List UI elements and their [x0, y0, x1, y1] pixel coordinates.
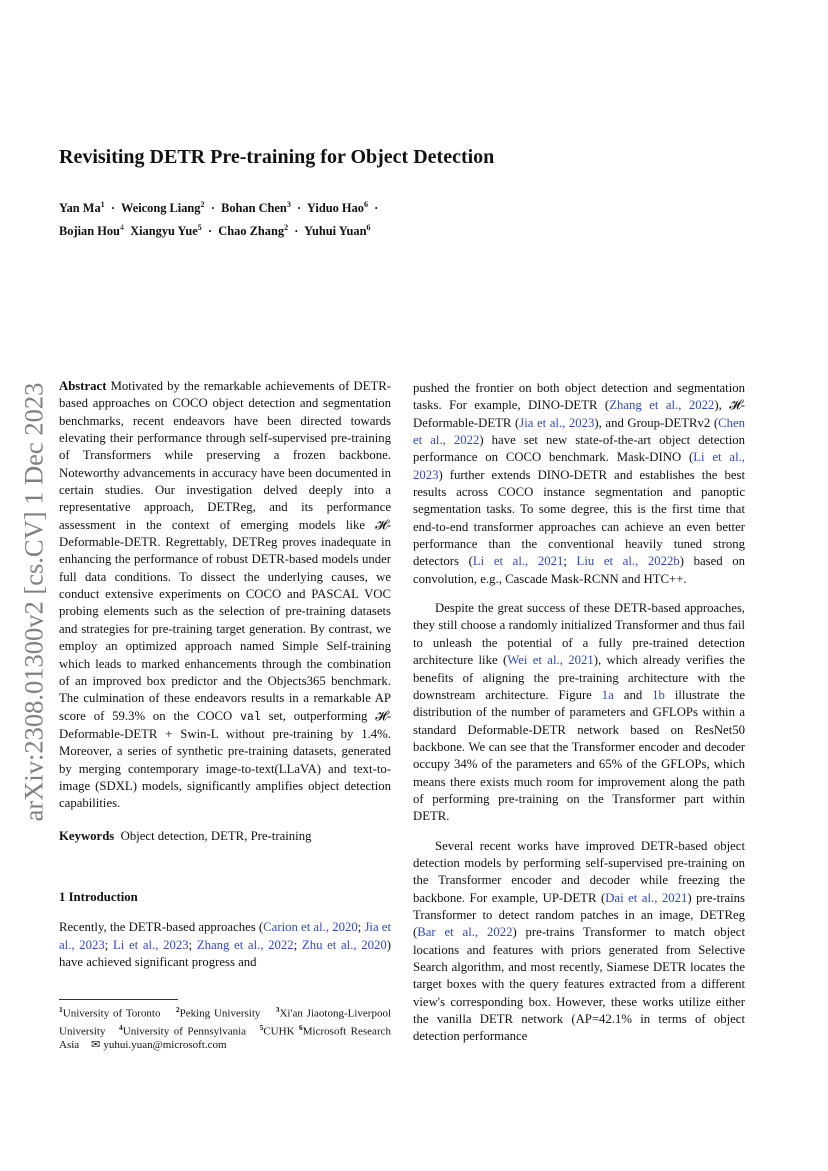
author-name: Bojian Hou: [59, 224, 120, 239]
author-separator: ·: [210, 201, 215, 216]
affiliation: CUHK: [263, 1025, 295, 1038]
body-text: ) have set new state-of-the-art object detection performance on COCO benchmark. Mask-DINO (: [413, 433, 745, 465]
footnote-rule: [59, 999, 178, 1000]
abstract-text: set, outperforming 𝓗-Deformable-DETR + Swin-L without pre-training by 1.4%. Moreover, a series of synthetic pre-training datasets, generated by merging contemporary image-to-text(LLaVA) and text-to-image (SDXL) models, significantly amplifies object detection capabilities.: [59, 708, 391, 811]
keywords: [59, 828, 391, 845]
author-affiliation-mark: 3: [286, 200, 291, 209]
author-name: Yuhui Yuan: [304, 224, 367, 239]
author-name: Chao Zhang: [218, 224, 285, 239]
author-list: [59, 195, 439, 241]
left-column: [59, 378, 391, 971]
author-line-1: [59, 195, 439, 218]
body-text: ), 𝓗-Deformable-DETR (: [413, 398, 745, 430]
body-text: Several recent works have improved DETR-based object detection models by performing self-supervised pre-training on the Transformer encoder and decoder while freezing the backbone. For example, UP-DETR (: [413, 838, 745, 905]
author-affiliation-mark: 6: [366, 223, 371, 233]
author-separator: ·: [110, 201, 115, 216]
figure-link[interactable]: 1a: [601, 687, 614, 702]
author-affiliation-mark: 6: [363, 200, 368, 209]
body-paragraph: [413, 838, 745, 1046]
author-affiliation-mark: 4: [119, 223, 124, 233]
citation-link[interactable]: Zhang et al., 2022: [609, 398, 715, 413]
abstract-code: val: [240, 710, 261, 724]
body-paragraph: [413, 600, 745, 825]
keywords-heading: Keywords: [59, 828, 115, 843]
body-text: ;: [357, 920, 365, 935]
body-text: ) pre-trains Transformer to match object locations and features with priors generated from Selective Search algorithm, and most recently, Siamese DETR locates the target boxes with the query features extracted from a different view's corresponding box. However, these works utilize either the vanilla DETR network (AP=42.1% in terms of object detection performance: [413, 925, 745, 1044]
body-text: ), which already verifies the benefits of aligning the pre-training architecture with the downstream architecture. Figure: [413, 653, 746, 702]
body-text: pushed the frontier on both object detection and segmentation tasks. For example, DINO-DETR (: [413, 381, 745, 413]
author-affiliation-mark: 2: [284, 223, 289, 233]
author-separator: ·: [207, 224, 213, 239]
body-text: ;: [293, 937, 302, 952]
abstract: [59, 378, 391, 813]
citation-link[interactable]: Jia et al., 2023: [519, 415, 595, 430]
envelope-icon: ✉: [91, 1038, 101, 1052]
body-text: ) have achieved significant progress and: [59, 937, 391, 969]
citation-link[interactable]: Zhang et al., 2022: [196, 937, 294, 952]
intro-paragraph: [59, 919, 391, 971]
affiliation: Peking University: [179, 1007, 261, 1020]
affiliation: University of Toronto: [62, 1007, 161, 1020]
body-text: ) further extends DINO-DETR and establishes the best results across COCO instance segmentation and panoptic segmentation tasks. To some degree, this is the first time that end-to-end transformer approaches can achieve an even better performance than the conventional heavily tuned strong detectors (: [413, 467, 745, 569]
citation-link[interactable]: Jia et al., 2023: [59, 920, 391, 952]
body-text: ;: [188, 937, 197, 952]
email-address[interactable]: yuhui.yuan@microsoft.com: [103, 1039, 227, 1052]
author-name: Yan Ma: [59, 201, 101, 216]
body-text: Despite the great success of these DETR-based approaches, they still choose a randomly initialized Transformer and thus fail to unleash the potential of a fully pre-trained detection architecture like (: [413, 601, 745, 668]
body-paragraph: [413, 380, 745, 588]
author-name: Weicong Liang: [120, 201, 201, 216]
affiliation-mark: 6: [299, 1022, 303, 1032]
citation-link[interactable]: Wei et al., 2021: [507, 653, 594, 668]
body-text: illustrate the distribution of the number of parameters and GFLOPs within a standard Deformable-DETR network based on ResNet50 backbone. We can see that the Transformer encoder and decoder occupy 34% of the parameters and 65% of the GFLOPs, which means there exists much room for improvement along the path of performing pre-training on the Transformer part within DETR.: [413, 687, 745, 824]
body-text: ), and Group-DETRv2 (: [594, 415, 719, 430]
body-text: ) based on convolution, e.g., Cascade Mask-RCNN and HTC++.: [413, 554, 746, 586]
citation-link[interactable]: Li et al., 2023: [112, 937, 189, 952]
right-column: [413, 380, 745, 1046]
body-text: Recently, the DETR-based approaches (: [59, 920, 264, 935]
body-text: ;: [104, 937, 113, 952]
affiliation: University of Pennsylvania: [122, 1025, 247, 1038]
author-affiliation-mark: 5: [197, 223, 202, 233]
affiliation-mark: 2: [175, 1005, 180, 1014]
body-text: ) pre-trains Transformer to detect random patches in an image, DETReg (: [413, 890, 745, 940]
citation-link[interactable]: Liu et al., 2022b: [576, 554, 680, 569]
keywords-text: Object detection, DETR, Pre-training: [120, 828, 312, 843]
author-separator: ·: [374, 201, 379, 216]
affiliation-mark: 3: [275, 1005, 280, 1014]
arxiv-identifier-text: arXiv:2308.01300v2 [cs.CV] 1 Dec 2023: [18, 382, 49, 822]
author-name: Bohan Chen: [221, 201, 287, 216]
author-line-2: [59, 218, 439, 241]
affiliation-mark: 5: [259, 1022, 264, 1032]
arxiv-identifier: [8, 362, 60, 842]
affiliation: Xi'an Jiaotong-Liverpool University: [59, 1007, 391, 1038]
citation-link[interactable]: Carion et al., 2020: [263, 920, 358, 935]
abstract-text: Motivated by the remarkable achievements of DETR-based approaches on COCO object detection and segmentation benchmarks, recent endeavors have been directed towards elevating their performance through self-supervised pre-training of Transformers while preserving a frozen backbone. Noteworthy advancements in accuracy have been documented in certain studies. Our investigation delved deeply into a representative approach, DETReg, and its performance assessment in the context of emerging models like 𝓗-Deformable-DETR. Regrettably, DETReg proves inadequate in enhancing the performance of robust DETR-based models under full data conditions. To dissect the underlying causes, we conduct extensive experiments on COCO and PASCAL VOC probing elements such as the selection of pre-training datasets and strategies for pre-training target generation. By contrast, we employ an optimized approach named Simple Self-training which leads to marked enhancements through the combination of an improved box predictor and the Objects365 benchmark. The culmination of these endeavors results in a remarkable AP score of 59.3% on the COCO: [59, 379, 391, 723]
section-heading: 1 Introduction: [59, 889, 138, 904]
affiliation-mark: 1: [59, 1005, 63, 1014]
author-separator: ·: [297, 201, 302, 216]
citation-link[interactable]: Zhu et al., 2020: [301, 937, 387, 952]
body-text: and: [613, 687, 653, 702]
citation-link[interactable]: Li et al., 2021: [472, 554, 564, 569]
author-affiliation-mark: 1: [100, 200, 105, 209]
abstract-heading: Abstract: [59, 379, 107, 393]
affiliations-footnote: [59, 1003, 391, 1052]
citation-link[interactable]: Bar et al., 2022: [417, 925, 513, 940]
body-text: ;: [563, 554, 577, 569]
citation-link[interactable]: Chen et al., 2022: [413, 415, 745, 448]
author-affiliation-mark: 2: [200, 200, 205, 209]
citation-link[interactable]: Li et al., 2023: [413, 450, 745, 482]
affiliation: Microsoft Research Asia: [59, 1025, 391, 1052]
citation-link[interactable]: Dai et al., 2021: [605, 890, 688, 905]
author-name: Yiduo Hao: [306, 201, 364, 216]
paper-title: Revisiting DETR Pre-training for Object Detection: [59, 146, 495, 168]
figure-link[interactable]: 1b: [652, 687, 665, 702]
affiliation-mark: 4: [119, 1022, 123, 1032]
author-separator: ·: [294, 224, 299, 239]
author-name: Xiangyu Yue: [130, 224, 198, 239]
